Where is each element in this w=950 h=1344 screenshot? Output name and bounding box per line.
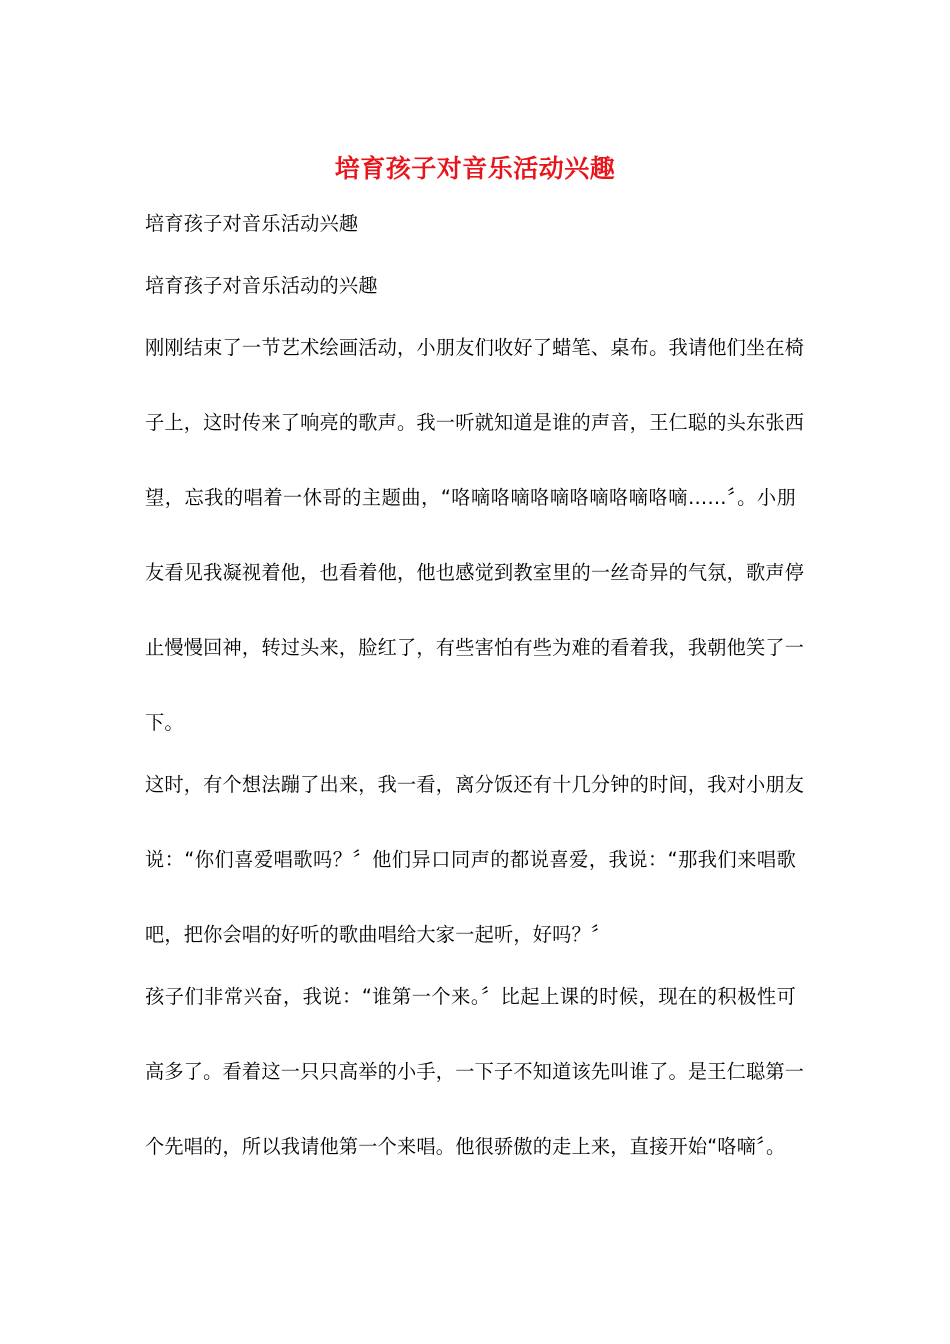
subtitle-1: 培育孩子对音乐活动兴趣 xyxy=(145,212,359,235)
paragraph-line: 友看见我凝视着他，也看着他，他也感觉到教室里的一丝奇异的气氛，歌声停 xyxy=(145,561,805,584)
paragraph-line: 刚刚结束了一节艺术绘画活动，小朋友们收好了蜡笔、桌布。我请他们坐在椅 xyxy=(145,336,805,359)
paragraph-line: 说：“你们喜爱唱歌吗？〞他们异口同声的都说喜爱，我说：“那我们来唱歌 xyxy=(145,848,796,871)
paragraph-line: 高多了。看着这一只只高举的小手，一下子不知道该先叫谁了。是王仁聪第一 xyxy=(145,1060,805,1083)
paragraph-line: 孩子们非常兴奋，我说：“谁第一个来。〞比起上课的时候，现在的积极性可 xyxy=(145,985,796,1008)
paragraph-line: 子上，这时传来了响亮的歌声。我一听就知道是谁的声音，王仁聪的头东张西 xyxy=(145,411,805,434)
paragraph-line: 下。 xyxy=(145,711,184,734)
paragraph-line: 望，忘我的唱着一休哥的主题曲，“咯嘀咯嘀咯嘀咯嘀咯嘀咯嘀……〞。小朋 xyxy=(145,486,796,509)
paragraph-line: 这时，有个想法蹦了出来，我一看，离分饭还有十几分钟的时间，我对小朋友 xyxy=(145,773,805,796)
paragraph-line: 个先唱的，所以我请他第一个来唱。他很骄傲的走上来，直接开始“咯嘀〞。 xyxy=(145,1135,786,1158)
paragraph-line: 止慢慢回神，转过头来，脸红了，有些害怕有些为难的看着我，我朝他笑了一 xyxy=(145,636,805,659)
subtitle-2: 培育孩子对音乐活动的兴趣 xyxy=(145,274,378,297)
document-title: 培育孩子对音乐活动兴趣 xyxy=(334,154,616,183)
paragraph-line: 吧，把你会唱的好听的歌曲唱给大家一起听，好吗？〞 xyxy=(145,923,611,946)
